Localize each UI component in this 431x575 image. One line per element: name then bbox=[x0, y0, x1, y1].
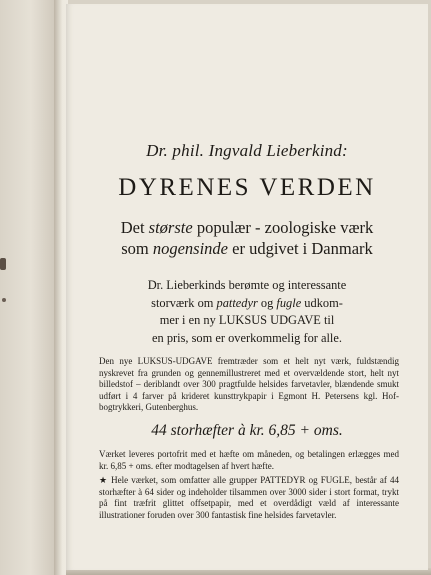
right-page bbox=[66, 4, 428, 570]
intro-text-part: udkom- bbox=[301, 295, 343, 310]
subtitle-line-2 bbox=[66, 238, 428, 259]
subtitle-emphasis: største bbox=[148, 218, 193, 237]
intro-line-2 bbox=[66, 295, 428, 313]
subtitle-text: som bbox=[121, 239, 153, 258]
intro-line-3: mer i en ny LUKSUS UDGAVE til bbox=[159, 313, 335, 327]
intro-line-1: Dr. Lieberkinds berømte og interessante bbox=[147, 278, 347, 292]
subtitle-text: populær - zoologiske værk bbox=[192, 218, 374, 237]
author-line: Dr. phil. Ingvald Lieberkind: bbox=[146, 141, 348, 160]
binding-mark bbox=[0, 258, 6, 270]
subtitle bbox=[66, 217, 428, 259]
contents-paragraph: ★ Hele værket, som omfatter alle grupper PATTEDYR og FUGLE, består af 44 storhæfter à 64 sider og indeholder tilsammen over 3000 sider i stort format, trykt på fint træfrit glittet offsetpapir, med et overdådigt væld af interessante illustrationer foruden over 300 fantastisk fine helsides farvetavler. bbox=[99, 475, 399, 520]
subtitle-text: er udgivet i Danmark bbox=[228, 239, 373, 258]
delivery-paragraph: Værket leveres portofrit med et hæfte om måneden, og betalingen erlægges med kr. 6,85 + oms. efter modtagelsen af hvert hæfte. bbox=[99, 449, 399, 471]
subtitle-emphasis: nogensinde bbox=[152, 239, 228, 258]
price-offer: 44 storhæfter à kr. 6,85 + oms. bbox=[151, 422, 343, 439]
subtitle-text: Det bbox=[120, 218, 149, 237]
intro-emphasis: pattedyr bbox=[216, 295, 258, 310]
intro-line-4: en pris, som er overkommelig for alle. bbox=[152, 330, 342, 345]
intro-text bbox=[66, 277, 428, 347]
intro-text-part: storværk om bbox=[151, 295, 217, 310]
description-paragraph: Den nye LUKSUS-UDGAVE fremtræder som et helt nyt værk, fuldstændig nyskrevet fra grunden og gennemillustreret med et overvældende stort, helt nyt billedstof – deriblandt over 300 pragtfulde helsides farvetavler, blændende smukt udført i 4 farver på krideret kunsttrykpapir i Egmont H. Petersens kgl. Hof-bogtrykkeri, Gutenberghus. bbox=[99, 356, 399, 413]
intro-emphasis: fugle bbox=[276, 295, 302, 310]
binding-mark bbox=[2, 298, 6, 302]
intro-text-part: og bbox=[257, 295, 277, 310]
subtitle-line-1 bbox=[66, 217, 428, 238]
book-title: DYRENES VERDEN bbox=[118, 174, 376, 201]
left-page bbox=[0, 0, 56, 575]
